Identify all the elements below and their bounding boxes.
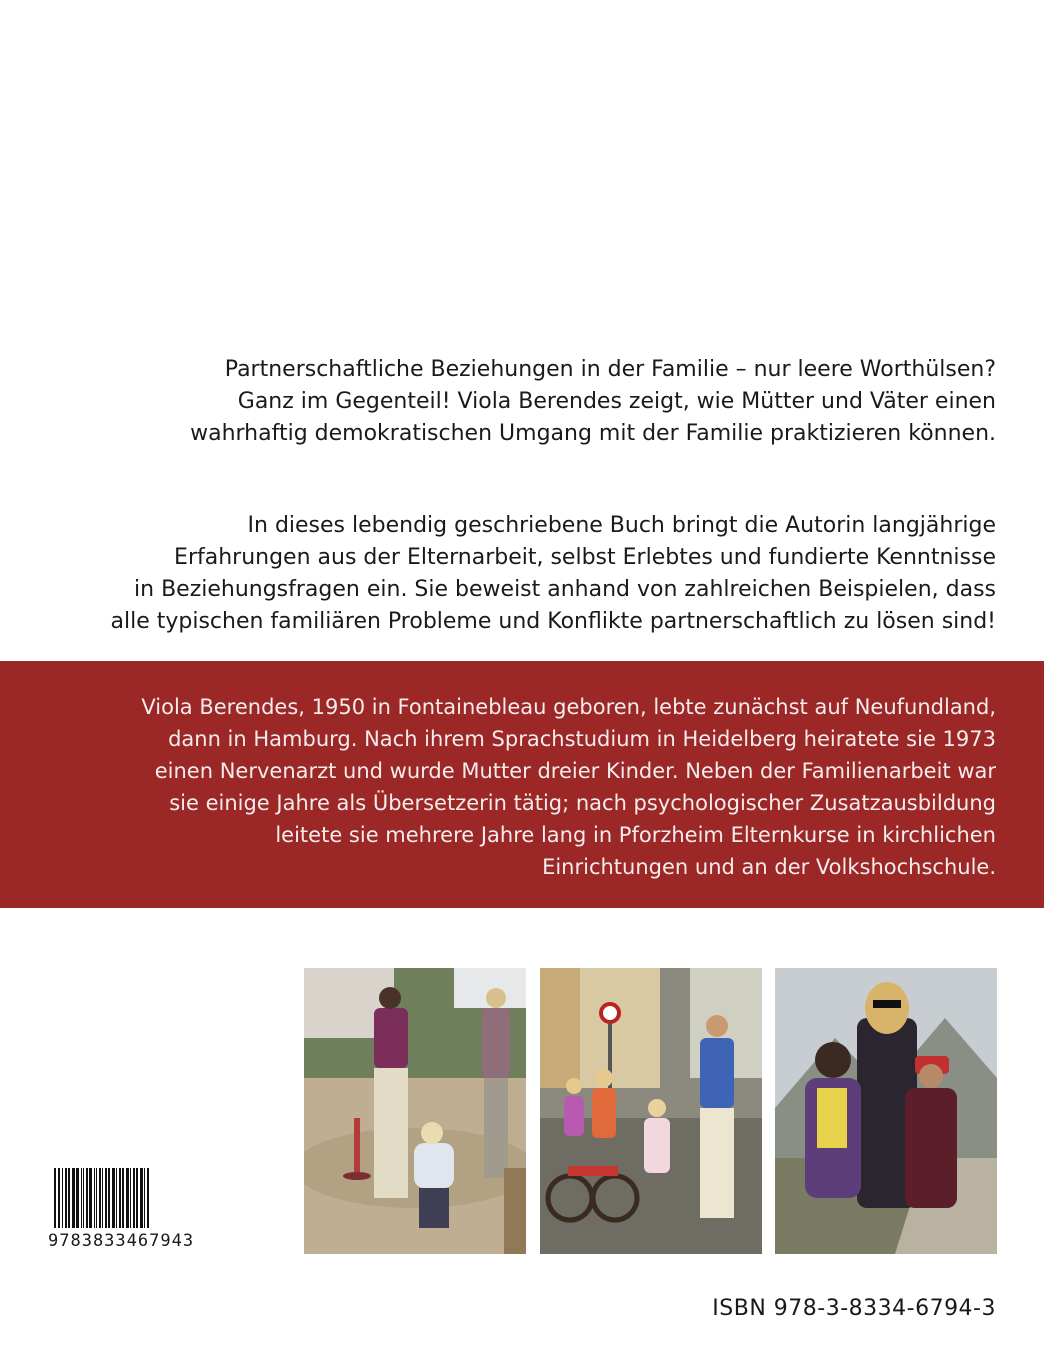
blurb-middle-line: In dieses lebendig geschriebene Buch bringt die Autorin langjährige [247,513,996,538]
barcode-bar [126,1168,129,1228]
barcode-bar [136,1168,138,1228]
blurb-top-line: Partnerschaftliche Beziehungen in der Familie – nur leere Worthülsen? [224,357,996,382]
family-photo-playground [304,968,526,1254]
barcode-bar [133,1168,135,1228]
barcode-bar [68,1168,70,1228]
family-photo-street [540,968,762,1254]
barcode-bar [86,1168,88,1228]
barcode-bar [65,1168,67,1228]
blurb-middle-line: alle typischen familiären Probleme und Konflikte partnerschaftlich zu lösen sind! [110,609,996,634]
barcode-bar [102,1168,103,1228]
barcode-bar [147,1168,149,1228]
barcode-bar [119,1168,121,1228]
barcode-bar [62,1168,63,1228]
blurb-middle-line: in Beziehungsfragen ein. Sie beweist anhand von zahlreichen Beispielen, dass [134,577,996,602]
blurb-middle [110,510,996,638]
author-bio-line: einen Nervenarzt und wurde Mutter dreier Kinder. Neben der Familienarbeit war [154,759,996,783]
barcode-bar [94,1168,95,1228]
barcode-digits: 9783833467943 [46,1228,258,1254]
isbn-label: ISBN 978-3-8334-6794-3 [712,1296,996,1321]
author-bio [141,691,996,883]
blurb-middle-line: Erfahrungen aus der Elternarbeit, selbst Erlebtes und fundierte Kenntnisse [174,545,996,570]
barcode-bar [72,1168,75,1228]
blurb-top [190,354,996,450]
author-bio-line: sie einige Jahre als Übersetzerin tätig; nach psychologischer Zusatzausbildung [169,791,996,815]
barcode-bar [76,1168,79,1228]
barcode-bar [96,1168,97,1228]
barcode-bar [58,1168,60,1228]
barcode-bar [140,1168,143,1228]
blurb-top-line: wahrhaftig demokratischen Umgang mit der Familie praktizieren können. [190,421,996,446]
author-bio-line: Viola Berendes, 1950 in Fontainebleau geboren, lebte zunächst auf Neufundland, [141,695,996,719]
barcode-bar [54,1168,56,1228]
barcode-bar [112,1168,115,1228]
barcode-bar [122,1168,124,1228]
author-bio-line: leitete sie mehrere Jahre lang in Pforzheim Elternkurse in kirchlichen [275,823,996,847]
barcode-bar [116,1168,117,1228]
author-bio-line: Einrichtungen und an der Volkshochschule. [542,855,996,879]
blurb-top-line: Ganz im Gegenteil! Viola Berendes zeigt, wie Mütter und Väter einen [237,389,996,414]
barcode-bar [81,1168,82,1228]
barcode-bar [108,1168,110,1228]
barcode-bar [144,1168,145,1228]
barcode-bar [83,1168,84,1228]
family-photo-mountains [775,968,997,1254]
barcode-bar [99,1168,101,1228]
barcode-bar [130,1168,131,1228]
barcode-bar [105,1168,107,1228]
author-bio-line: dann in Hamburg. Nach ihrem Sprachstudium in Heidelberg heiratete sie 1973 [168,727,996,751]
barcode-bars [46,1168,258,1228]
barcode-bar [89,1168,92,1228]
